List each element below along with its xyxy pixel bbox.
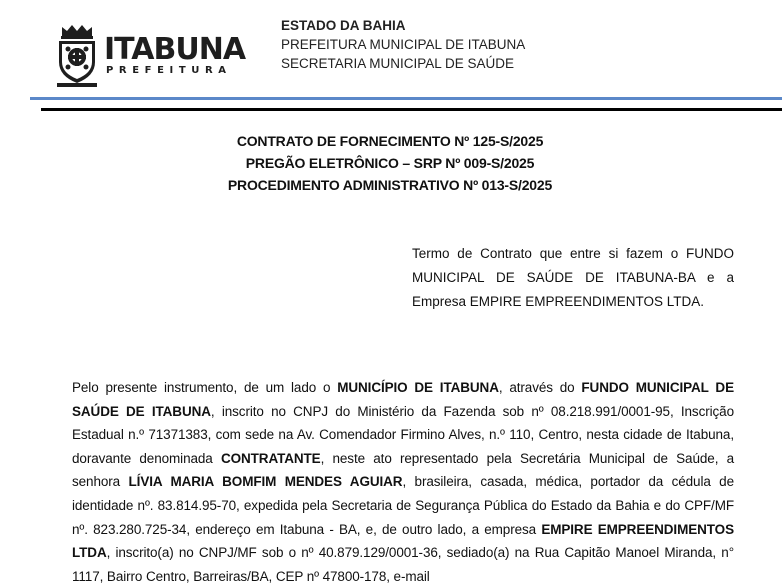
preamble-text: , inscrito no CNPJ do Ministério da Fazenda sob nº 08.218.991/0001-95, Inscrição Estadual n.º 71371383, com sede na Av. Comendador Firmino Alves, n.º 110, Centro, nesta cidade de Itabuna, doravante denominada <box>72 403 734 466</box>
health-fund-name: FUNDO MUNICIPAL DE SAÚDE DE ITABUNA <box>72 380 734 419</box>
city-crest-icon <box>54 22 100 88</box>
secretary-name: LÍVIA MARIA BOMFIM MENDES AGUIAR <box>128 474 403 490</box>
contracting-party-label: CONTRATANTE <box>220 450 321 466</box>
state-name: ESTADO DA BAHIA <box>281 18 406 33</box>
prefecture-logo <box>54 22 244 88</box>
preamble-paragraph <box>72 376 734 588</box>
document-header <box>0 0 782 112</box>
header-rule-black <box>41 108 782 111</box>
preamble-text: , brasileira, casada, médica, portador da cédula de identidade nº. 83.814.95-70, expedida pela Secretaria de Segurança Pública do Estado da Bahia e do CPF/MF nº. 823.280.725-34, endereço em Itabuna - BA, e, de outro lado, a empresa <box>72 474 734 537</box>
auction-title: PREGÃO ELETRÔNICO – SRP Nº 009-S/2025 <box>245 155 535 171</box>
contract-summary: Termo de Contrato que entre si fazem o FUNDO MUNICIPAL DE SAÚDE DE ITABUNA-BA e a Empresa EMPIRE EMPREENDIMENTOS LTDA. <box>412 246 734 309</box>
municipality-name: MUNICÍPIO DE ITABUNA <box>337 380 499 395</box>
preamble-text: Pelo presente instrumento, de um lado o <box>72 380 338 395</box>
prefecture-name: PREFEITURA MUNICIPAL DE ITABUNA <box>281 37 526 52</box>
preamble-text: , através do <box>498 380 582 395</box>
preamble-text: , neste ato representado pela Secretária Municipal de Saúde, a senhora <box>72 450 734 490</box>
contract-titles <box>150 130 630 196</box>
secretariat-name: SECRETARIA MUNICIPAL DE SAÚDE <box>281 56 515 71</box>
preamble-text: , inscrito(a) no CNPJ/MF sob o nº 40.879.129/0001-36, sediado(a) na Rua Capitão Manoel Miranda, n° 1117, Bairro Centro, Barreiras/BA, CEP nº 47800-178, e-mail <box>72 545 734 584</box>
company-name: EMPIRE EMPREENDIMENTOS LTDA <box>72 521 734 561</box>
logo-name: ITABUNA <box>104 32 246 67</box>
government-info <box>281 16 525 73</box>
logo-subtitle: PREFEITURA <box>106 65 232 76</box>
contract-title: CONTRATO DE FORNECIMENTO Nº 125-S/2025 <box>236 133 544 149</box>
procedure-title: PROCEDIMENTO ADMINISTRATIVO Nº 013-S/2025 <box>227 177 553 193</box>
header-rule-blue <box>30 97 782 100</box>
